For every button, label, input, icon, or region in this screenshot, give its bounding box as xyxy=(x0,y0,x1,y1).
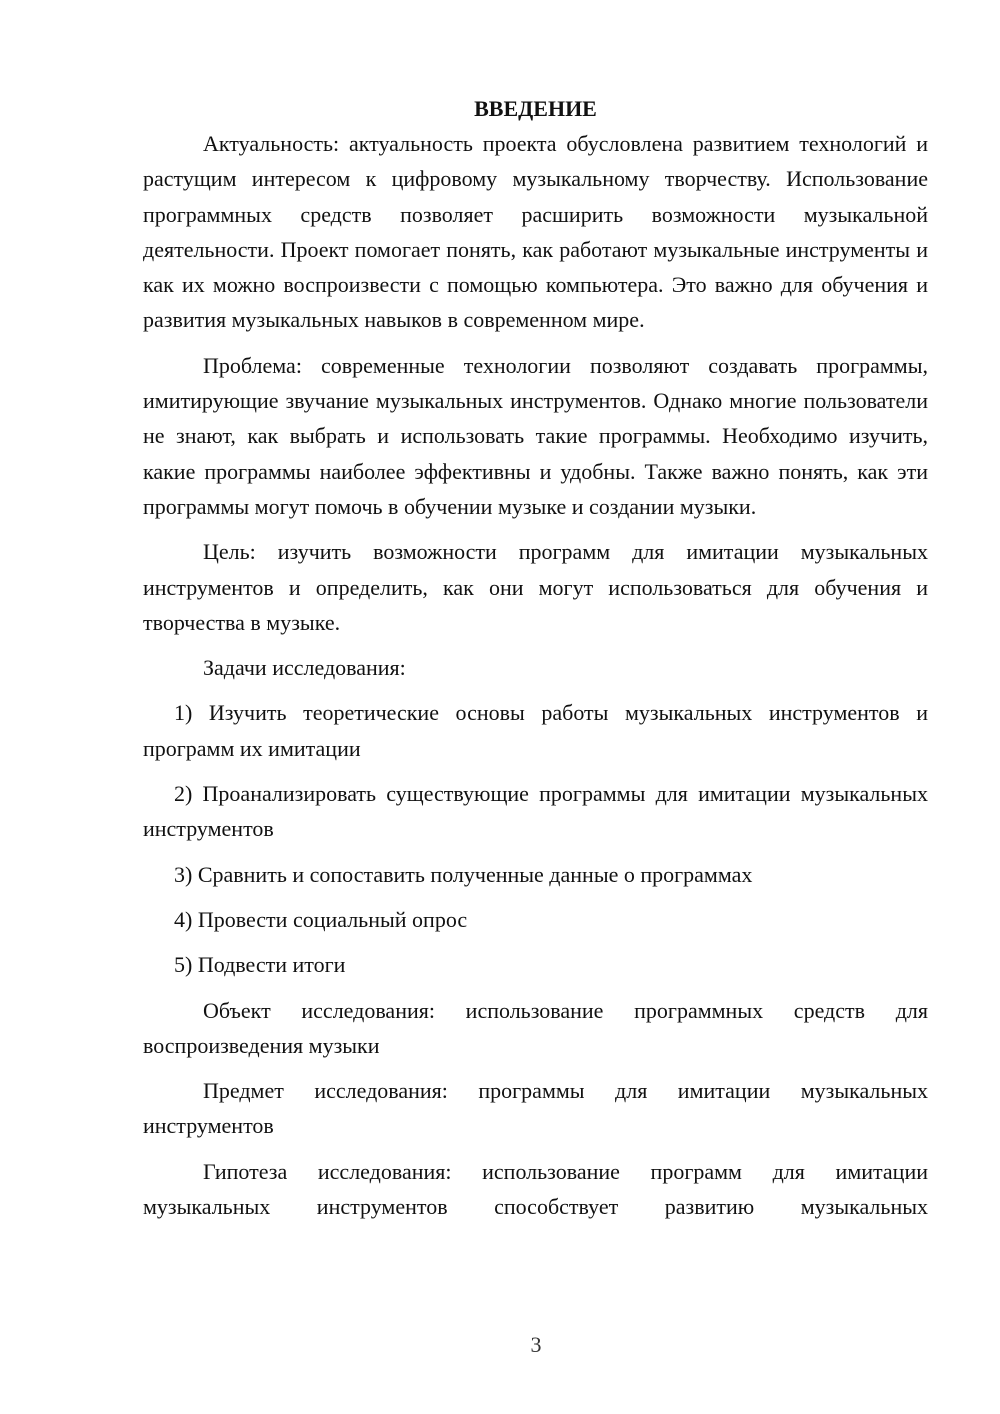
paragraph-subject: Предмет исследования: программы для имитации музыкальных инструментов xyxy=(143,1078,928,1139)
task-item-2: 2) Проанализировать существующие программы для имитации музыкальных инструментов xyxy=(143,781,928,842)
task-item-3: 3) Сравнить и сопоставить полученные данные о программах xyxy=(174,861,753,887)
task-item-5: 5) Подвести итоги xyxy=(174,952,346,978)
paragraph-relevance: Актуальность: актуальность проекта обусловлена развитием технологий и растущим интересом к цифровому музыкальному творчеству. Использование программных средств позволяет расширить возможности музыкальной деятельности. Проект помогает понять, как работают музыкальные инструменты и как их можно воспроизвести с помощью компьютера. Это важно для обучения и развития музыкальных навыков в современном мире. xyxy=(143,131,928,333)
tasks-heading: Задачи исследования: xyxy=(203,655,406,681)
page-number: 3 xyxy=(530,1332,542,1357)
paragraph-goal: Цель: изучить возможности программ для имитации музыкальных инструментов и определить, как они могут использоваться для обучения и творчества в музыке. xyxy=(143,539,928,635)
paragraph-hypothesis: Гипотеза исследования: использование программ для имитации музыкальных инструментов способствует развитию музыкальных xyxy=(143,1158,928,1220)
task-item-4: 4) Провести социальный опрос xyxy=(174,906,468,932)
page-body xyxy=(143,94,928,1224)
paragraph-problem: Проблема: современные технологии позволяют создавать программы, имитирующие звучание музыкальных инструментов. Однако многие пользователи не знают, как выбрать и использовать такие программы. Необходимо изучить, какие программы наиболее эффективны и удобны. Также важно понять, как эти программы могут помочь в обучении музыке и создании музыки. xyxy=(143,352,928,519)
section-title: ВВЕДЕНИЕ xyxy=(474,96,597,121)
paragraph-object: Объект исследования: использование программных средств для воспроизведения музыки xyxy=(143,997,928,1058)
task-item-1: 1) Изучить теоретические основы работы музыкальных инструментов и программ их имитации xyxy=(143,700,928,761)
